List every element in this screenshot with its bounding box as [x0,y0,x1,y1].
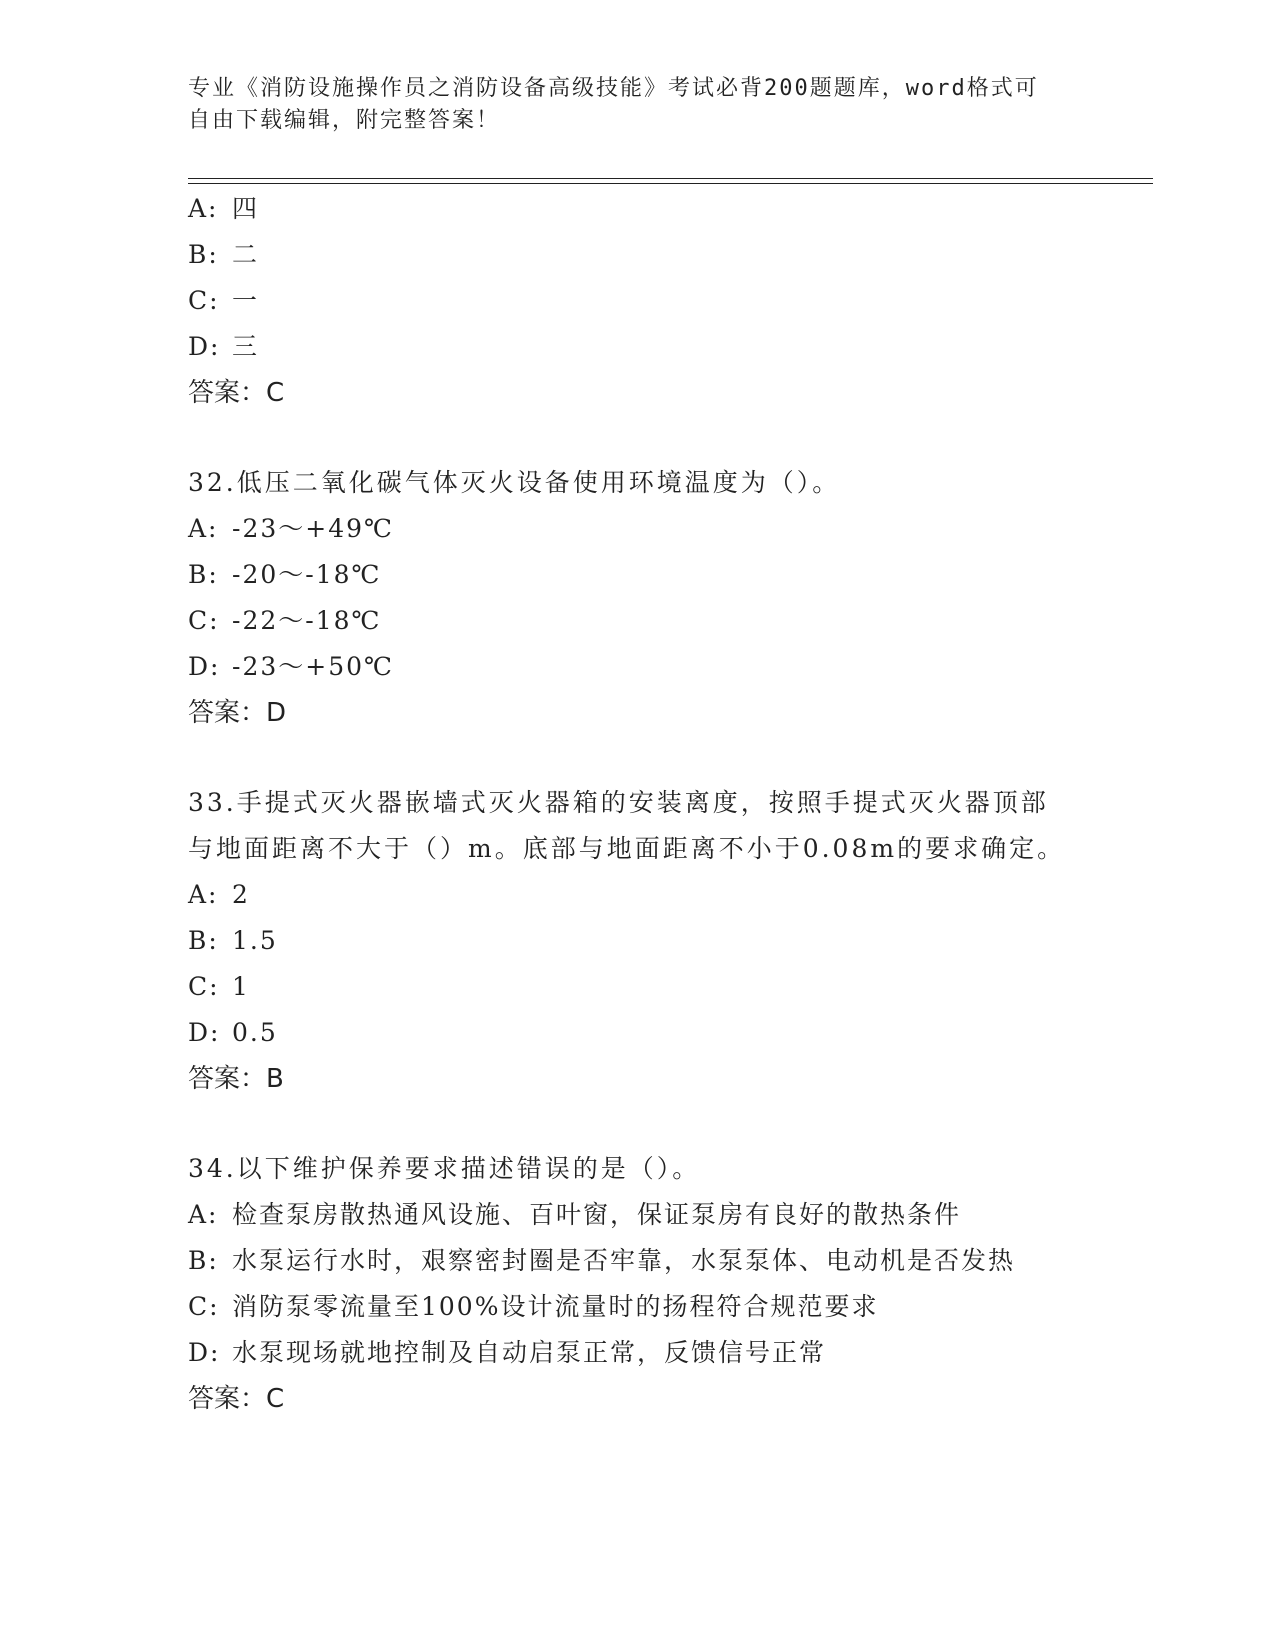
option-text: 二 [232,240,260,269]
answer-line: 答案：B [188,1064,284,1094]
option-d [188,644,1148,690]
question-stem: 34.以下维护保养要求描述错误的是（）。 [188,1154,701,1183]
question-33 [188,780,1148,1102]
option-a [188,506,1148,552]
question-32 [188,460,1148,736]
option-key: B: [188,1246,219,1275]
option-b [188,552,1148,598]
answer-line: 答案：D [188,698,287,728]
option-c [188,278,1148,324]
header-divider-bottom [188,183,1153,184]
option-key: D: [188,332,221,361]
option-key: C: [188,286,220,315]
question-34 [188,1146,1148,1422]
option-key: D: [188,1018,221,1047]
option-text: 水泵运行水时，艰察密封圈是否牢靠，水泵泵体、电动机是否发热 [232,1246,1016,1275]
option-c [188,964,1148,1010]
option-text: -23～+49℃ [232,514,394,543]
option-key: D: [188,1338,221,1367]
option-text: -23～+50℃ [232,652,394,681]
option-text: 1.5 [232,926,278,955]
option-text: 三 [232,332,260,361]
question-31-continued [188,186,1148,416]
option-text: 消防泵零流量至100%设计流量时的扬程符合规范要求 [232,1292,879,1321]
option-key: B: [188,560,219,589]
header-title-line-2: 自由下载编辑，附完整答案！ [188,108,501,133]
option-text: -20～-18℃ [232,560,382,589]
option-key: B: [188,926,219,955]
option-text: 水泵现场就地控制及自动启泵正常，反馈信号正常 [232,1338,827,1367]
option-text: 2 [232,880,250,909]
option-key: D: [188,652,221,681]
option-text: 四 [232,194,260,223]
option-key: A: [188,1200,219,1229]
option-key: B: [188,240,219,269]
answer-line: 答案：C [188,1384,285,1414]
option-b [188,1238,1148,1284]
question-stem-line-2: 与地面距离不大于（）m。底部与地面距离不小于0.08m的要求确定。 [188,834,1066,863]
option-key: C: [188,606,220,635]
question-stem-line-1: 33.手提式灭火器嵌墙式灭火器箱的安装离度，按照手提式灭火器顶部 [188,788,1049,817]
option-d [188,1330,1148,1376]
option-c [188,598,1148,644]
option-d [188,1010,1148,1056]
option-key: A: [188,514,219,543]
header-title-line-1: 专业《消防设施操作员之消防设备高级技能》考试必背200题题库，word格式可 [188,76,1039,101]
option-text: 一 [232,286,260,315]
option-key: A: [188,194,219,223]
option-text: 0.5 [232,1018,278,1047]
header-divider-top [188,178,1153,179]
option-key: C: [188,1292,220,1321]
question-stem: 32.低压二氧化碳气体灭火设备使用环境温度为（）。 [188,468,841,497]
option-text: 1 [232,972,250,1001]
answer-line: 答案：C [188,378,285,408]
option-text: 检查泵房散热通风设施、百叶窗，保证泵房有良好的散热条件 [232,1200,962,1229]
option-d [188,324,1148,370]
option-a [188,186,1148,232]
option-c [188,1284,1148,1330]
option-b [188,918,1148,964]
option-b [188,232,1148,278]
option-key: C: [188,972,220,1001]
option-a [188,1192,1148,1238]
option-key: A: [188,880,219,909]
option-a [188,872,1148,918]
option-text: -22～-18℃ [232,606,382,635]
